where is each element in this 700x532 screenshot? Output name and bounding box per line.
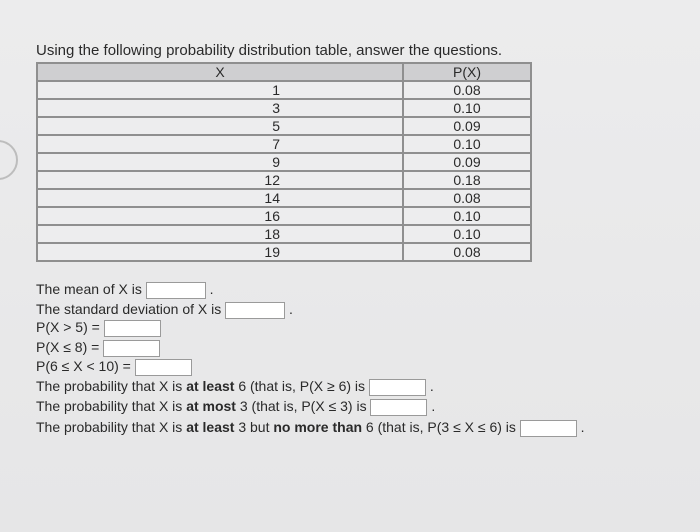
x-cell: 12 [37,171,403,189]
x-cell: 14 [37,189,403,207]
range-pre: The probability that X is [36,419,183,435]
range-question [36,418,585,437]
p-cell: 0.18 [403,171,531,189]
range-bold-1: at least [186,419,235,435]
p-6to10-label: P(6 ≤ X < 10) = [36,358,131,374]
table-row [37,207,531,225]
p-cell: 0.10 [403,99,531,117]
probability-table [36,62,532,262]
atleast6-post: 6 (that is, P(X ≥ 6) is [238,378,366,394]
table-row [37,117,531,135]
p-le8-answer-input[interactable] [103,340,160,357]
table-row [37,189,531,207]
p-gt5-question [36,318,161,337]
atleast6-period: . [429,378,434,394]
mean-answer-input[interactable] [146,282,206,299]
table-row [37,225,531,243]
atmost3-post: 3 (that is, P(X ≤ 3) is [239,398,367,414]
p-gt5-label: P(X > 5) = [36,319,100,335]
sd-answer-input[interactable] [225,302,285,319]
range-answer-input[interactable] [520,420,577,437]
range-post: 6 (that is, P(3 ≤ X ≤ 6) is [365,419,516,435]
x-cell: 7 [37,135,403,153]
table-row [37,153,531,171]
x-cell: 3 [37,99,403,117]
p-6to10-question [36,357,192,376]
p-cell: 0.10 [403,225,531,243]
p-cell: 0.09 [403,153,531,171]
radio-edge-decoration [0,140,18,180]
x-cell: 18 [37,225,403,243]
range-bold-2: no more than [273,419,363,435]
p-cell: 0.10 [403,135,531,153]
x-cell: 1 [37,81,403,99]
atleast6-bold: at least [186,378,235,394]
table-row [37,243,531,261]
sd-question [36,300,293,319]
header-px: P(X) [403,63,531,81]
table-row [37,135,531,153]
atmost3-pre: The probability that X is [36,398,183,414]
range-mid: 3 but [238,419,270,435]
p-cell: 0.10 [403,207,531,225]
table-row [37,99,531,117]
atmost3-question [36,397,435,416]
atmost3-answer-input[interactable] [370,399,427,416]
p-gt5-answer-input[interactable] [104,320,161,337]
p-cell: 0.09 [403,117,531,135]
mean-period: . [209,281,214,297]
mean-label: The mean of X is [36,281,142,297]
table-row [37,171,531,189]
p-le8-question [36,338,160,357]
sd-label: The standard deviation of X is [36,301,222,317]
p-cell: 0.08 [403,243,531,261]
intro-text: Using the following probability distribution table, answer the questions. [36,42,503,59]
atleast6-question [36,377,434,396]
x-cell: 19 [37,243,403,261]
atmost3-period: . [431,398,436,414]
atleast6-answer-input[interactable] [369,379,426,396]
x-cell: 9 [37,153,403,171]
mean-question [36,280,214,299]
x-cell: 16 [37,207,403,225]
p-le8-label: P(X ≤ 8) = [36,339,100,355]
header-x: X [37,63,403,81]
table-header-row [37,63,531,81]
atleast6-pre: The probability that X is [36,378,183,394]
p-6to10-answer-input[interactable] [135,359,192,376]
range-period: . [580,419,585,435]
x-cell: 5 [37,117,403,135]
sd-period: . [289,301,293,317]
p-cell: 0.08 [403,189,531,207]
p-cell: 0.08 [403,81,531,99]
table-row [37,81,531,99]
atmost3-bold: at most [186,398,236,414]
